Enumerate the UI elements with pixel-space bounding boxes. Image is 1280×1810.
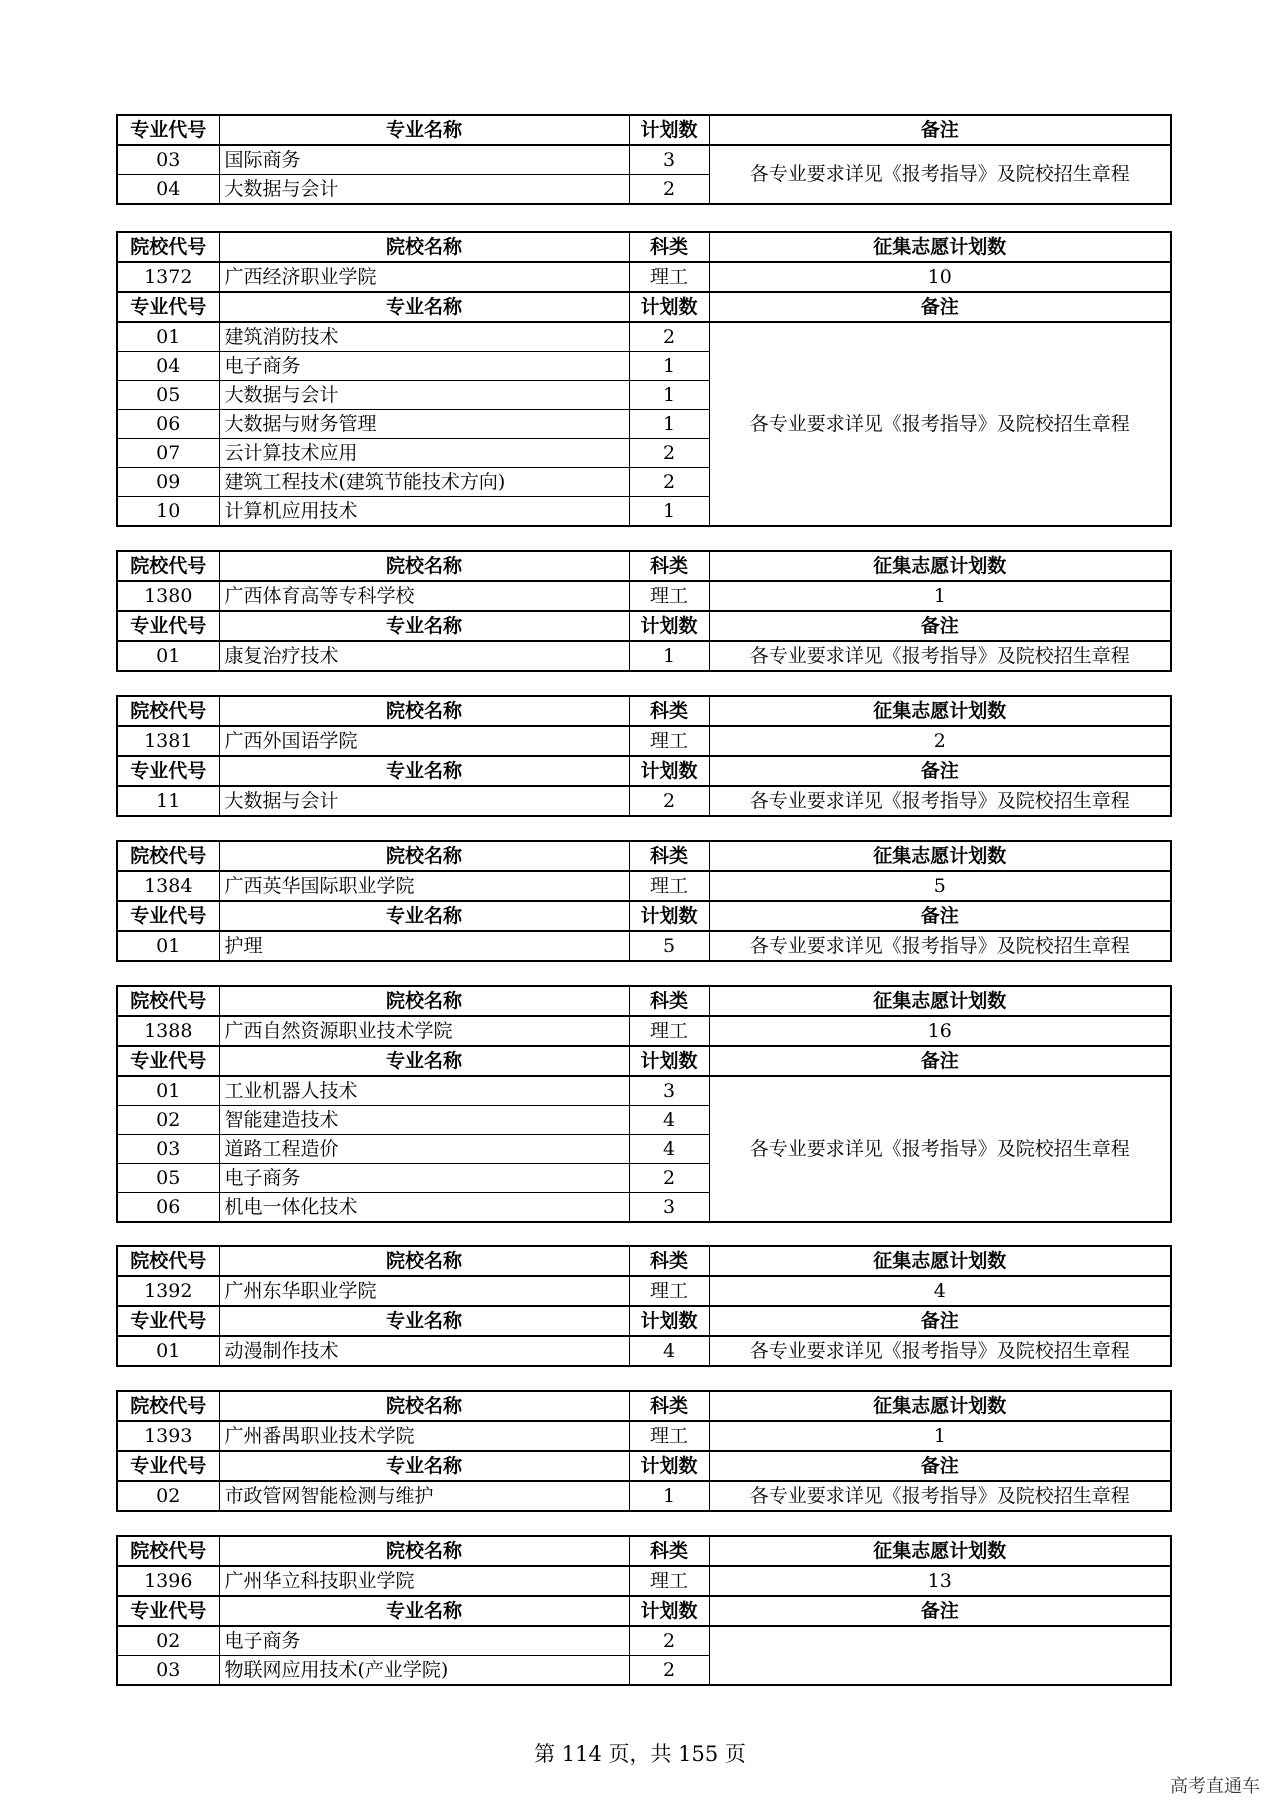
- school-code-header: 院校代号: [117, 551, 219, 581]
- major-code-header: 专业代号: [117, 292, 219, 322]
- major-name: 护理: [219, 931, 629, 961]
- major-code: 01: [117, 1336, 219, 1366]
- school-category: 理工: [629, 1566, 709, 1596]
- major-name-header: 专业名称: [219, 115, 629, 145]
- note-cell: 各专业要求详见《报考指导》及院校招生章程: [709, 931, 1171, 961]
- school-name-header: 院校名称: [219, 696, 629, 726]
- major-code: 01: [117, 641, 219, 671]
- major-name: 物联网应用技术(产业学院): [219, 1656, 629, 1686]
- major-code-header: 专业代号: [117, 611, 219, 641]
- major-code: 01: [117, 931, 219, 961]
- major-plan: 2: [629, 1626, 709, 1656]
- watermark-text: 高考直通车: [1170, 1776, 1260, 1797]
- school-name: 广州番禺职业技术学院: [219, 1421, 629, 1451]
- plan-total-header: 征集志愿计划数: [709, 232, 1171, 262]
- school-block-table: [116, 985, 1172, 1223]
- school-code-header: 院校代号: [117, 1536, 219, 1566]
- plan-header: 计划数: [629, 115, 709, 145]
- major-name-header: 专业名称: [219, 756, 629, 786]
- school-info-row: [117, 726, 1171, 756]
- major-header-row: [117, 115, 1171, 145]
- major-code: 09: [117, 468, 219, 497]
- school-info-row: [117, 871, 1171, 901]
- major-name: 计算机应用技术: [219, 497, 629, 527]
- major-code: 03: [117, 145, 219, 175]
- major-row: [117, 641, 1171, 671]
- school-code-header: 院校代号: [117, 841, 219, 871]
- school-info-row: [117, 1421, 1171, 1451]
- plan-total-header: 征集志愿计划数: [709, 1536, 1171, 1566]
- major-name: 建筑消防技术: [219, 322, 629, 352]
- school-plan-total: 1: [709, 1421, 1171, 1451]
- major-plan: 4: [629, 1336, 709, 1366]
- school-name-header: 院校名称: [219, 232, 629, 262]
- school-info-row: [117, 581, 1171, 611]
- major-code: 05: [117, 381, 219, 410]
- major-plan: 1: [629, 381, 709, 410]
- plan-total-header: 征集志愿计划数: [709, 1391, 1171, 1421]
- school-header-row: [117, 551, 1171, 581]
- school-name-header: 院校名称: [219, 1536, 629, 1566]
- major-code: 11: [117, 786, 219, 816]
- plan-header: 计划数: [629, 1046, 709, 1076]
- major-header-row: [117, 756, 1171, 786]
- plan-header: 计划数: [629, 292, 709, 322]
- major-code: 04: [117, 175, 219, 205]
- major-name: 大数据与会计: [219, 175, 629, 205]
- major-name-header: 专业名称: [219, 1046, 629, 1076]
- school-plan-total: 13: [709, 1566, 1171, 1596]
- major-name: 电子商务: [219, 352, 629, 381]
- school-block-table: [116, 840, 1172, 962]
- category-header: 科类: [629, 696, 709, 726]
- major-name: 智能建造技术: [219, 1106, 629, 1135]
- major-plan: 2: [629, 322, 709, 352]
- school-name: 广西经济职业学院: [219, 262, 629, 292]
- major-plan: 2: [629, 439, 709, 468]
- major-header-row: [117, 1046, 1171, 1076]
- major-code-header: 专业代号: [117, 115, 219, 145]
- major-row: [117, 1336, 1171, 1366]
- plan-total-header: 征集志愿计划数: [709, 551, 1171, 581]
- major-plan: 2: [629, 1164, 709, 1193]
- major-plan: 1: [629, 410, 709, 439]
- school-name: 广西体育高等专科学校: [219, 581, 629, 611]
- major-plan: 3: [629, 1193, 709, 1223]
- plan-header: 计划数: [629, 1596, 709, 1626]
- note-header: 备注: [709, 1306, 1171, 1336]
- school-code-header: 院校代号: [117, 696, 219, 726]
- note-header: 备注: [709, 1046, 1171, 1076]
- note-header: 备注: [709, 292, 1171, 322]
- major-code: 01: [117, 322, 219, 352]
- major-code: 04: [117, 352, 219, 381]
- major-code-header: 专业代号: [117, 756, 219, 786]
- school-header-row: [117, 1246, 1171, 1276]
- plan-header: 计划数: [629, 611, 709, 641]
- major-name: 大数据与会计: [219, 381, 629, 410]
- major-name: 建筑工程技术(建筑节能技术方向): [219, 468, 629, 497]
- school-code: 1384: [117, 871, 219, 901]
- major-row: [117, 145, 1171, 175]
- school-category: 理工: [629, 1016, 709, 1046]
- major-name: 国际商务: [219, 145, 629, 175]
- school-code-header: 院校代号: [117, 1391, 219, 1421]
- major-code: 01: [117, 1076, 219, 1106]
- school-category: 理工: [629, 262, 709, 292]
- school-name: 广州华立科技职业学院: [219, 1566, 629, 1596]
- major-row: [117, 1076, 1171, 1106]
- note-cell: [709, 1626, 1171, 1685]
- plan-total-header: 征集志愿计划数: [709, 1246, 1171, 1276]
- plan-header: 计划数: [629, 1306, 709, 1336]
- major-row: [117, 931, 1171, 961]
- school-category: 理工: [629, 726, 709, 756]
- school-plan-total: 4: [709, 1276, 1171, 1306]
- school-code: 1372: [117, 262, 219, 292]
- major-plan: 1: [629, 352, 709, 381]
- major-code: 02: [117, 1626, 219, 1656]
- school-code: 1381: [117, 726, 219, 756]
- school-header-row: [117, 1391, 1171, 1421]
- note-cell: 各专业要求详见《报考指导》及院校招生章程: [709, 786, 1171, 816]
- school-category: 理工: [629, 1276, 709, 1306]
- major-code-header: 专业代号: [117, 1046, 219, 1076]
- school-block-table: [116, 550, 1172, 672]
- major-name: 动漫制作技术: [219, 1336, 629, 1366]
- category-header: 科类: [629, 1246, 709, 1276]
- major-row: [117, 786, 1171, 816]
- major-plan: 2: [629, 786, 709, 816]
- school-code-header: 院校代号: [117, 1246, 219, 1276]
- major-plan: 5: [629, 931, 709, 961]
- plan-total-header: 征集志愿计划数: [709, 986, 1171, 1016]
- note-cell: 各专业要求详见《报考指导》及院校招生章程: [709, 641, 1171, 671]
- major-code-header: 专业代号: [117, 901, 219, 931]
- note-cell: 各专业要求详见《报考指导》及院校招生章程: [709, 1481, 1171, 1511]
- major-code: 05: [117, 1164, 219, 1193]
- major-header-row: [117, 1596, 1171, 1626]
- major-header-row: [117, 1306, 1171, 1336]
- school-name: 广西自然资源职业技术学院: [219, 1016, 629, 1046]
- school-plan-total: 2: [709, 726, 1171, 756]
- school-header-row: [117, 696, 1171, 726]
- major-code-header: 专业代号: [117, 1451, 219, 1481]
- major-plan: 1: [629, 641, 709, 671]
- major-code: 07: [117, 439, 219, 468]
- major-code: 02: [117, 1481, 219, 1511]
- note-cell: 各专业要求详见《报考指导》及院校招生章程: [709, 1076, 1171, 1222]
- major-name: 机电一体化技术: [219, 1193, 629, 1223]
- note-header: 备注: [709, 1596, 1171, 1626]
- category-header: 科类: [629, 986, 709, 1016]
- school-header-row: [117, 841, 1171, 871]
- school-category: 理工: [629, 1421, 709, 1451]
- category-header: 科类: [629, 1391, 709, 1421]
- note-header: 备注: [709, 901, 1171, 931]
- major-plan: 3: [629, 1076, 709, 1106]
- plan-total-header: 征集志愿计划数: [709, 696, 1171, 726]
- major-plan: 4: [629, 1135, 709, 1164]
- plan-header: 计划数: [629, 901, 709, 931]
- plan-header: 计划数: [629, 756, 709, 786]
- school-block-table: [116, 695, 1172, 817]
- school-name-header: 院校名称: [219, 551, 629, 581]
- school-block-table: [116, 1245, 1172, 1367]
- major-name: 电子商务: [219, 1626, 629, 1656]
- school-info-row: [117, 1276, 1171, 1306]
- school-block-table: [116, 1390, 1172, 1512]
- category-header: 科类: [629, 1536, 709, 1566]
- school-category: 理工: [629, 871, 709, 901]
- major-header-row: [117, 292, 1171, 322]
- school-info-row: [117, 1566, 1171, 1596]
- major-name: 电子商务: [219, 1164, 629, 1193]
- note-cell: 各专业要求详见《报考指导》及院校招生章程: [709, 145, 1171, 204]
- major-code: 06: [117, 410, 219, 439]
- major-plan: 1: [629, 497, 709, 527]
- major-name: 大数据与会计: [219, 786, 629, 816]
- school-plan-total: 16: [709, 1016, 1171, 1046]
- major-name-header: 专业名称: [219, 1306, 629, 1336]
- school-block-table: [116, 114, 1172, 205]
- note-header: 备注: [709, 115, 1171, 145]
- plan-header: 计划数: [629, 1451, 709, 1481]
- major-code: 03: [117, 1135, 219, 1164]
- major-name: 道路工程造价: [219, 1135, 629, 1164]
- school-code-header: 院校代号: [117, 232, 219, 262]
- major-name: 云计算技术应用: [219, 439, 629, 468]
- major-plan: 1: [629, 1481, 709, 1511]
- major-row: [117, 1481, 1171, 1511]
- school-code: 1392: [117, 1276, 219, 1306]
- major-name-header: 专业名称: [219, 901, 629, 931]
- note-header: 备注: [709, 756, 1171, 786]
- major-name-header: 专业名称: [219, 1451, 629, 1481]
- page-number-footer: 第 114 页，共 155 页: [534, 1742, 746, 1766]
- major-name: 康复治疗技术: [219, 641, 629, 671]
- major-row: [117, 322, 1171, 352]
- school-header-row: [117, 232, 1171, 262]
- category-header: 科类: [629, 232, 709, 262]
- major-name-header: 专业名称: [219, 292, 629, 322]
- note-header: 备注: [709, 611, 1171, 641]
- major-name-header: 专业名称: [219, 1596, 629, 1626]
- school-block-table: [116, 231, 1172, 527]
- major-header-row: [117, 1451, 1171, 1481]
- school-plan-total: 5: [709, 871, 1171, 901]
- school-header-row: [117, 986, 1171, 1016]
- category-header: 科类: [629, 551, 709, 581]
- major-code-header: 专业代号: [117, 1596, 219, 1626]
- school-name: 广西外国语学院: [219, 726, 629, 756]
- major-name: 工业机器人技术: [219, 1076, 629, 1106]
- school-name: 广州东华职业学院: [219, 1276, 629, 1306]
- school-category: 理工: [629, 581, 709, 611]
- major-code-header: 专业代号: [117, 1306, 219, 1336]
- school-code: 1393: [117, 1421, 219, 1451]
- note-header: 备注: [709, 1451, 1171, 1481]
- school-code-header: 院校代号: [117, 986, 219, 1016]
- major-plan: 3: [629, 145, 709, 175]
- school-code: 1388: [117, 1016, 219, 1046]
- school-name-header: 院校名称: [219, 841, 629, 871]
- major-row: [117, 1626, 1171, 1656]
- major-header-row: [117, 901, 1171, 931]
- major-plan: 2: [629, 175, 709, 205]
- major-name: 大数据与财务管理: [219, 410, 629, 439]
- school-name-header: 院校名称: [219, 1391, 629, 1421]
- major-plan: 2: [629, 468, 709, 497]
- note-cell: 各专业要求详见《报考指导》及院校招生章程: [709, 1336, 1171, 1366]
- school-name-header: 院校名称: [219, 1246, 629, 1276]
- major-name-header: 专业名称: [219, 611, 629, 641]
- school-info-row: [117, 1016, 1171, 1046]
- school-block-table: [116, 1535, 1172, 1686]
- school-plan-total: 1: [709, 581, 1171, 611]
- major-name: 市政管网智能检测与维护: [219, 1481, 629, 1511]
- school-header-row: [117, 1536, 1171, 1566]
- school-plan-total: 10: [709, 262, 1171, 292]
- major-code: 10: [117, 497, 219, 527]
- note-cell: 各专业要求详见《报考指导》及院校招生章程: [709, 322, 1171, 526]
- major-plan: 4: [629, 1106, 709, 1135]
- plan-total-header: 征集志愿计划数: [709, 841, 1171, 871]
- school-name: 广西英华国际职业学院: [219, 871, 629, 901]
- major-code: 02: [117, 1106, 219, 1135]
- major-code: 06: [117, 1193, 219, 1223]
- school-code: 1380: [117, 581, 219, 611]
- school-info-row: [117, 262, 1171, 292]
- major-header-row: [117, 611, 1171, 641]
- major-code: 03: [117, 1656, 219, 1686]
- school-code: 1396: [117, 1566, 219, 1596]
- category-header: 科类: [629, 841, 709, 871]
- school-name-header: 院校名称: [219, 986, 629, 1016]
- major-plan: 2: [629, 1656, 709, 1686]
